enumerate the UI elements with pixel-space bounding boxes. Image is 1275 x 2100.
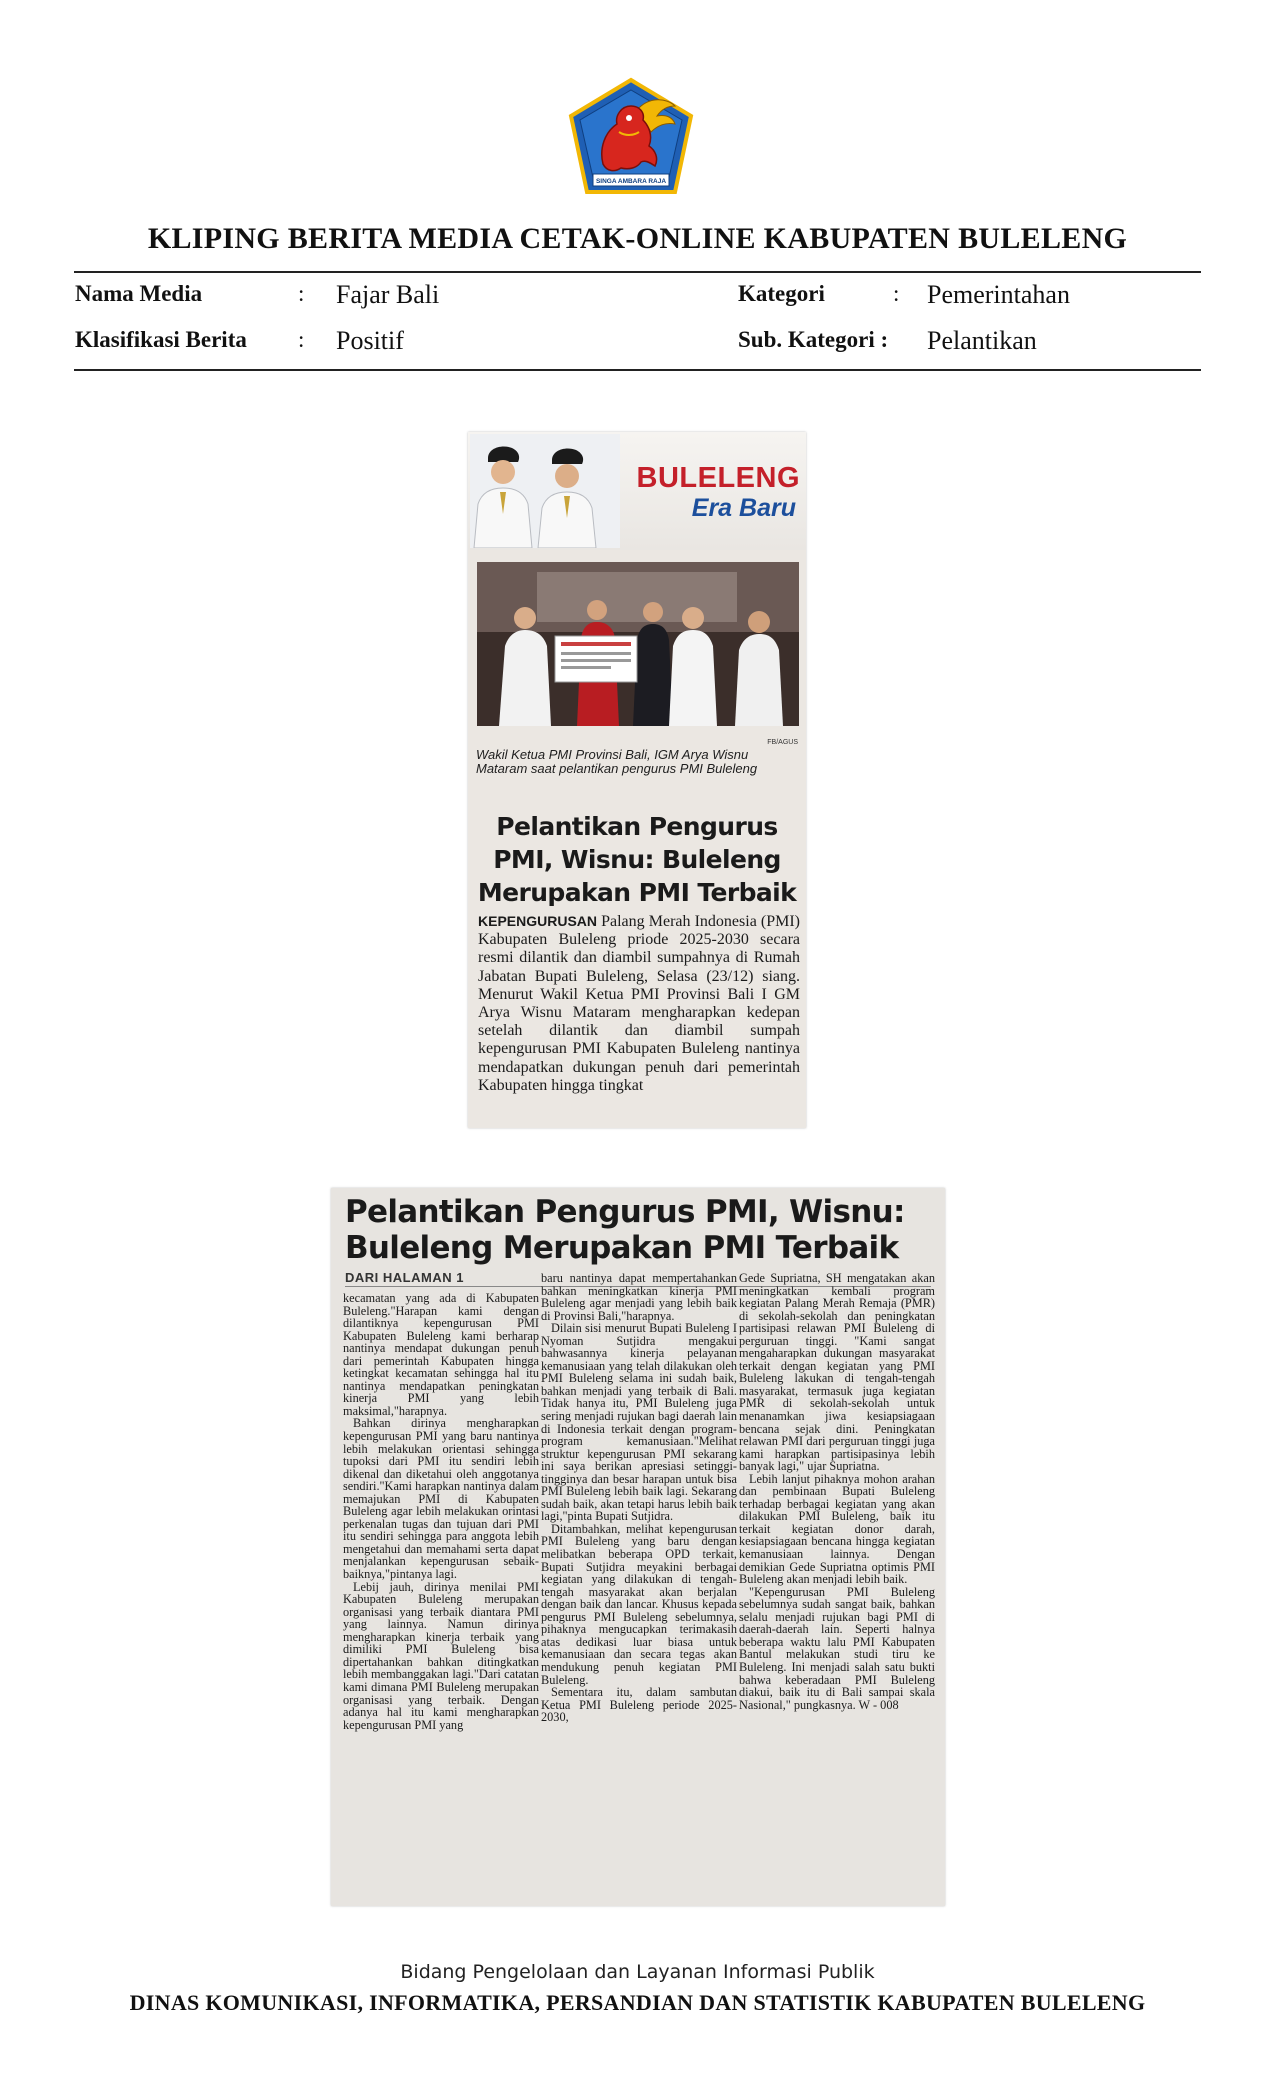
column-1-paragraph-3: Lebij jauh, dirinya menilai PMI Kabupaten Buleleng merupakan organisasi yang terbaik diantara PMI yang lainnya. Namun dirinya mengharapkan kinerja terbaik yang dimiliki PMI Buleleng bisa dipertahankan bahkan ditingkatkan lebih membanggakan lagi."Dari catatan kami dimana PMI Buleleng merupakan organisasi yang terbaik. Dengan adanya hal itu kami mengharapkan kepengurusan PMI yang — [343, 1579, 539, 1732]
banner-subtitle: Era Baru — [691, 494, 796, 522]
article-column-1 — [343, 1292, 539, 1904]
continuation-headline-line1: Pelantikan Pengurus PMI, Wisnu: — [345, 1194, 905, 1230]
document-title: KLIPING BERITA MEDIA CETAK-ONLINE KABUPATEN BULELENG — [147, 222, 1128, 255]
buleleng-regency-logo — [563, 76, 699, 196]
photo-credit: FB/AGUS — [767, 739, 798, 746]
article-headline: Pelantikan Pengurus PMI, Wisnu: Buleleng Merupakan PMI Terbaik — [477, 812, 797, 907]
inauguration-photo — [477, 562, 799, 726]
column-3-paragraph-3: "Kepengurusan PMI Buleleng sebelumnya sudah sangat baik, bahkan selalu menjadi rujukan bagi PMI di daerah-daerah lain. Seperti halnya beberapa waktu lalu PMI Kabupaten Bantul melakukan studi tiru ke Buleleng. Ini menjadi salah satu bukti bahwa keberadaan PMI Buleleng diakui, baik itu di Bali sampai skala Nasional," pungkasnya. W - 008 — [739, 1584, 935, 1712]
article-column-3 — [739, 1272, 935, 1900]
nama-media-label: Nama Media — [75, 281, 203, 306]
column-2-paragraph-4: Sementara itu, dalam sambutan Ketua PMI Buleleng periode 2025-2030, — [541, 1685, 737, 1725]
sub-kategori-label: Sub. Kategori : — [738, 327, 889, 352]
lead-word: KEPENGURUSAN — [478, 913, 598, 929]
column-1-paragraph-2: Bahkan dirinya mengharapkan kepengurusan PMI yang baru nantinya lebih melakukan orientasi sehingga tupoksi dari PMI itu sendiri lebih dikenal dan diketahui oleh anggotanya sendiri."Kami harapkan nantinya dalam memajukan PMI di Kabupaten Buleleng agar lebih melakukan orintasi perkenalan tugas dan tujuan dari PMI itu sendiri sehingga para anggota lebih mengetahui dan memahami serta dapat menjalankan kepengurusan sebaik-baiknya,"pintanya lagi. — [343, 1416, 539, 1582]
column-3-paragraph-2: Lebih lanjut pihaknya mohon arahan dan pembinaan Bupati Buleleng terhadap berbagai kegiatan yang akan dilakukan PMI Buleleng, baik itu terkait kegiatan donor darah, kesiapsiagaan bencana hingga kegiatan kemanusiaan lainnya. Dengan demikian Gede Supriatna optimis PMI Buleleng akan menjadi lebih baik. — [739, 1471, 935, 1587]
nama-media-colon: : — [298, 281, 305, 306]
continued-from-label: DARI HALAMAN 1 — [345, 1270, 464, 1285]
nama-media-value: Fajar Bali — [336, 280, 440, 309]
column-1-paragraph-1: kecamatan yang ada di Kabupaten Buleleng."Harapan kami dengan dilantiknya kepengurusan PMI Kabupaten Buleleng kami berharap nantinya mendapat dukungan penuh dari pemerintah Kabupaten hingga ketingkat kecamatan sehingga hal itu nantinya mendapatkan peningkatan kinerja PMI yang lebih maksimal,"harapnya. — [343, 1292, 539, 1418]
kategori-label: Kategori — [738, 281, 825, 306]
banner-title: BULELENG — [636, 462, 800, 494]
klasifikasi-berita-value: Positif — [336, 326, 404, 355]
header-rule-bottom — [74, 369, 1201, 371]
logo-motto-text: SINGA AMBARA RAJA — [595, 178, 667, 185]
photo-caption: Wakil Ketua PMI Provinsi Bali, IGM Arya Wisnu Mataram saat pelantikan pengurus PMI Buleleng — [476, 747, 758, 776]
column-banner — [468, 432, 806, 550]
continuation-headline — [345, 1194, 941, 1266]
lead-body-text: Palang Merah Indonesia (PMI) Kabupaten Buleleng priode 2025-2030 secara resmi dilantik dan diambil sumpahnya di Rumah Jabatan Bupati Buleleng, Selasa (23/12) siang. Menurut Wakil Ketua PMI Provinsi Bali I GM Arya Wisnu Mataram mengharapkan kedepan setelah dilantik dan diambil sumpah kepengurusan PMI Kabupaten Buleleng nantinya mendapatkan dukungan penuh dari pemerintah Kabupaten hingga tingkat — [478, 913, 800, 1094]
newspaper-clipping-front-page — [468, 432, 806, 1128]
sub-kategori-value: Pelantikan — [927, 326, 1037, 355]
column-3-paragraph-1: Gede Supriatna, SH mengatakan akan meningkatkan kembali program kegiatan Palang Merah Remaja (PMR) di sekolah-sekolah dan peningkatan partisipasi relawan PMI Buleleng di perguruan tinggi. "Kami sangat mengaharapkan dukungan masyarakat terkait dengan kegiatan yang PMI Buleleng lakukan di tengah-tengah masyarakat, termasuk juga kegiatan PMR di sekolah-sekolah untuk menanamkan jiwa kesiapsiagaan bencana sejak dini. Peningkatan relawan PMI dari perguruan tinggi juga kami harapkan partisipasinya lebih banyak lagi," ujar Supriatna. — [739, 1272, 935, 1474]
klasifikasi-berita-colon: : — [298, 327, 305, 352]
klasifikasi-berita-label: Klasifikasi Berita — [75, 327, 247, 352]
header-rule-top — [74, 271, 1201, 273]
column-2-paragraph-2: Dilain sisi menurut Bupati Buleleng I Nyoman Sutjidra mengakui bahwasannya kinerja pelayanan kemanusiaan yang telah dilakukan oleh PMI Buleleng selama ini sudah baik, bahkan menjadi yang terbaik di Bali. Tidak hanya itu, PMI Buleleng juga sering menjadi rujukan bagi daerah lain di Indonesia terkait dengan program-program kemanusiaan."Melihat struktur kepengurusan PMI sekarang ini saya berikan apresiasi setinggi-tingginya dan besar harapan untuk bisa PMI Buleleng lebih baik lagi. Sekarang sudah baik, akan tetapi harus lebih baik lagi,"pinta Bupati Sutjidra. — [541, 1321, 737, 1524]
column-2-paragraph-1: baru nantinya dapat mempertahankan bahkan meningkatkan kinerja PMI Buleleng agar menjadi yang lebih baik di Provinsi Bali,"harapnya. — [541, 1272, 737, 1323]
kategori-value: Pemerintahan — [927, 280, 1070, 309]
officials-portrait-image — [470, 434, 620, 548]
article-lead-paragraph — [478, 912, 800, 1095]
kategori-colon: : — [893, 281, 900, 306]
article-column-2 — [541, 1272, 737, 1900]
newspaper-clipping-continuation — [331, 1188, 945, 1906]
footer-division-name: Bidang Pengelolaan dan Layanan Informasi Publik — [400, 1961, 875, 1983]
column-2-paragraph-3: Ditambahkan, melihat kepengurusan PMI Buleleng yang baru dengan melibatkan beberapa OPD terkait, Bupati Sutjidra meyakini berbagai kegiatan yang dilakukan di tengah-tengah masyarakat akan berjalan dengan baik dan lancar. Khusus kepada pengurus PMI Buleleng sebelumnya, pihaknya mengucapkan terimakasih atas dedikasi luar biasa untuk kemanusiaan dan secara tegas akan mendukung penuh kegiatan PMI Buleleng. — [541, 1521, 737, 1687]
continuation-headline-line2: Buleleng Merupakan PMI Terbaik — [345, 1230, 899, 1266]
footer-agency-name: DINAS KOMUNIKASI, INFORMATIKA, PERSANDIAN DAN STATISTIK KABUPATEN BULELENG — [129, 1990, 1146, 2015]
